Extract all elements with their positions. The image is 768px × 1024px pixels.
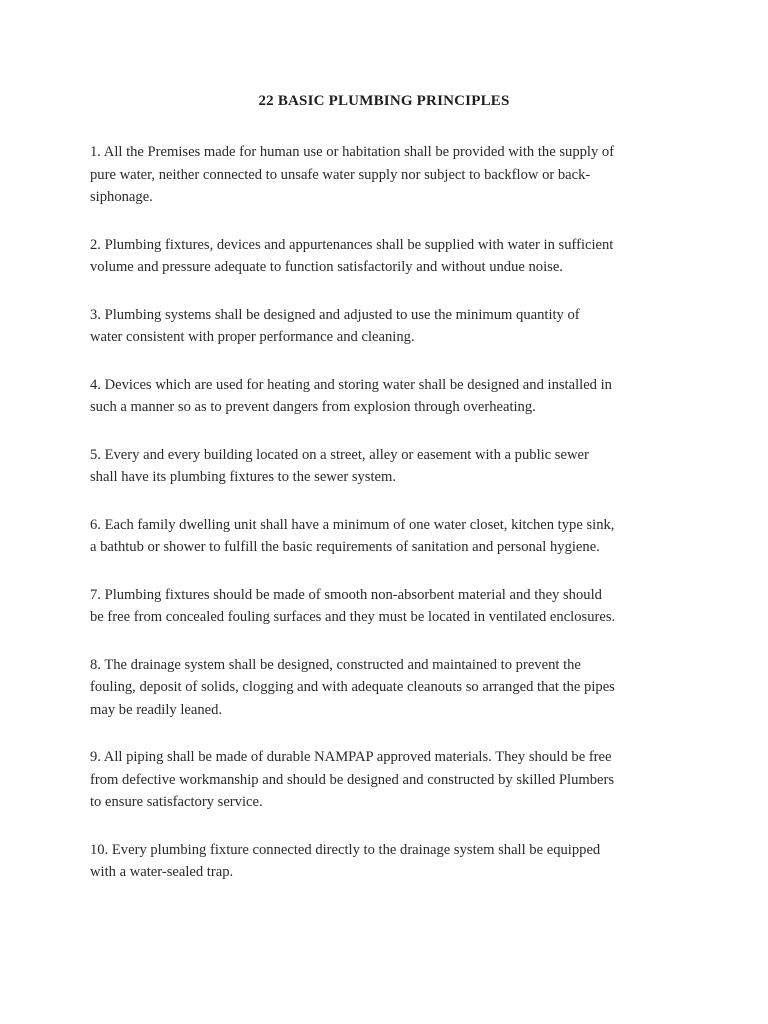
principle-line: 10. Every plumbing fixture connected directly to the drainage system shall be equipped	[90, 841, 601, 858]
principle-line: water consistent with proper performance and cleaning.	[90, 329, 415, 345]
principle-line: volume and pressure adequate to function satisfactorily and without undue noise.	[90, 259, 563, 275]
principle-line: 3. Plumbing systems shall be designed and adjusted to use the minimum quantity of	[90, 306, 580, 323]
principle-6	[90, 514, 690, 559]
principle-line: 9. All piping shall be made of durable NAMPAP approved materials. They should be free	[90, 749, 612, 765]
principle-line: 4. Devices which are used for heating and storing water shall be designed and installed in	[90, 376, 612, 393]
principle-3	[90, 304, 690, 349]
page-title: 22 BASIC PLUMBING PRINCIPLES	[258, 93, 510, 109]
principle-line: 8. The drainage system shall be designed, constructed and maintained to prevent the	[90, 656, 581, 673]
principle-10	[90, 839, 690, 884]
principle-1	[90, 141, 690, 209]
principle-7	[90, 584, 690, 629]
principle-line: such a manner so as to prevent dangers from explosion through overheating.	[90, 399, 536, 415]
principle-line: siphonage.	[90, 189, 153, 205]
principle-8	[90, 654, 690, 722]
principle-line: may be readily leaned.	[90, 701, 223, 718]
principle-line: 2. Plumbing fixtures, devices and appurtenances shall be supplied with water in sufficient	[90, 236, 614, 253]
principle-line: 7. Plumbing fixtures should be made of smooth non-absorbent material and they should	[90, 586, 602, 603]
principle-5	[90, 444, 690, 489]
principle-line: to ensure satisfactory service.	[90, 794, 263, 810]
principle-line: pure water, neither connected to unsafe water supply nor subject to backflow or back-	[90, 166, 591, 183]
principle-line: a bathtub or shower to fulfill the basic requirements of sanitation and personal hygiene.	[90, 539, 600, 555]
principle-line: 5. Every and every building located on a street, alley or easement with a public sewer	[90, 446, 589, 463]
principle-line: be free from concealed fouling surfaces and they must be located in ventilated enclosures.	[90, 609, 616, 625]
principle-line: shall have its plumbing fixtures to the sewer system.	[90, 469, 397, 485]
principles-list	[90, 141, 690, 884]
principle-line: from defective workmanship and should be designed and constructed by skilled Plumbers	[90, 771, 615, 788]
principle-4	[90, 374, 690, 419]
principle-line: 1. All the Premises made for human use or habitation shall be provided with the supply of	[90, 144, 615, 160]
principle-9	[90, 746, 690, 814]
principle-line: fouling, deposit of solids, clogging and with adequate cleanouts so arranged that the pipes	[90, 679, 615, 695]
principle-line: with a water-sealed trap.	[90, 864, 234, 880]
principle-2	[90, 234, 690, 279]
principle-line: 6. Each family dwelling unit shall have a minimum of one water closet, kitchen type sink,	[90, 516, 615, 533]
